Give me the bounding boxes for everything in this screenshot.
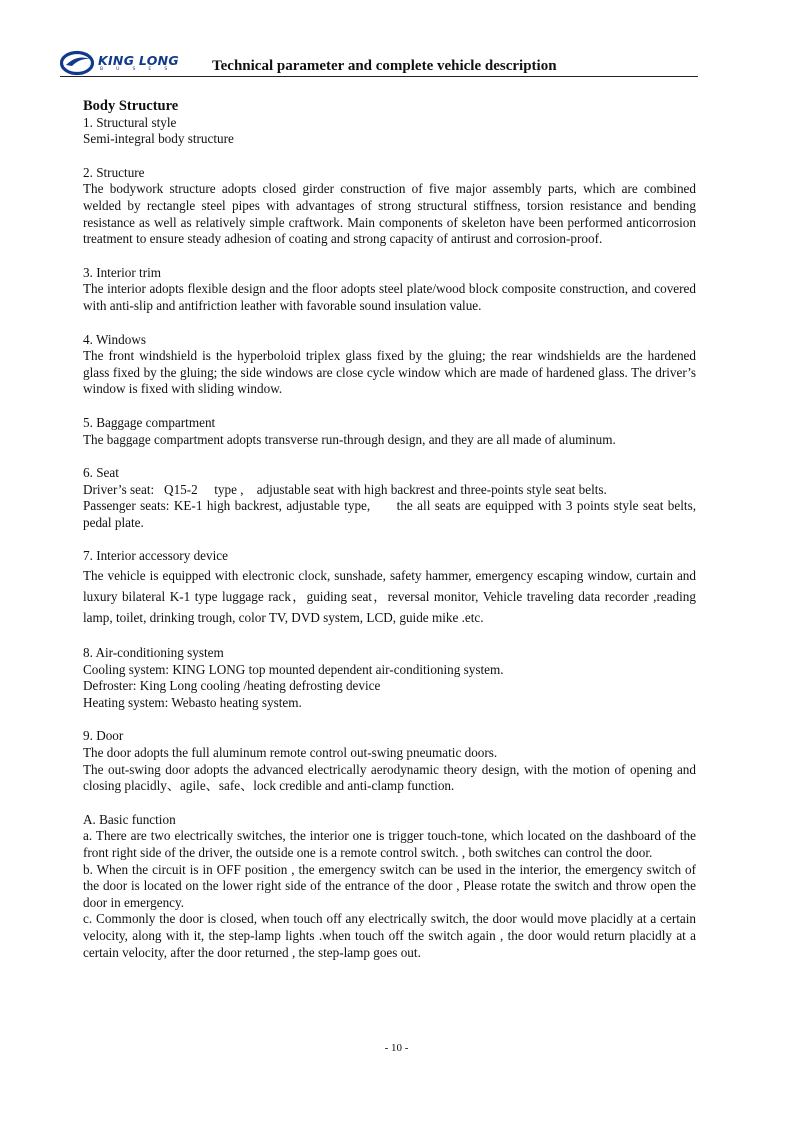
passenger-seats-text: Passenger seats: KE-1 high backrest, adjustable type, the all seats are equipped with 3 points style seat belts, pedal plate. [83,498,716,530]
cooling-system-text: Cooling system: KING LONG top mounted dependent air-conditioning system. [83,661,504,677]
section-heading: 5. Baggage compartment [83,414,216,430]
page-header [60,48,698,78]
drivers-seat-text: Driver’s seat: Q15-2 type , adjustable seat with high backrest and three-points style seat belts. [83,481,607,497]
section-air-conditioning [83,645,696,711]
section-door [83,728,696,794]
logo-text: KING LONG [98,53,179,68]
section-structure [83,165,696,248]
section-structural-style [83,115,696,148]
function-item-c: c. Commonly the door is closed, when touch off any electrically switch, the door would move placidly at a certain velocity, along with it, the step-lamp lights .when touch off the switch again , the door would return placidly at a certain velocity, after the door returned , the step-lamp goes out. [83,911,696,960]
section-heading: 2. Structure [83,164,145,180]
function-item-a: a. There are two electrically switches, the interior one is trigger touch-tone, which located on the dashboard of the front right side of the driver, the outside one is a remote control switch. , both switches can control the door. [83,828,696,860]
king-long-logo [60,50,188,76]
section-heading: 4. Windows [83,331,146,347]
section-heading: A. Basic function [83,811,176,827]
logo-subtext: BUSES [100,67,181,72]
section-text: The front windshield is the hyperboloid triplex glass fixed by the gluing; the rear windshields are the hardened glass fixed by the gluing; the side windows are close cycle window which are made of hardened glass. The driver’s window is fixed with sliding window. [83,348,696,397]
section-text: The baggage compartment adopts transverse run-through design, and they are all made of aluminum. [83,431,616,447]
section-text: Semi-integral body structure [83,131,234,147]
section-heading: 8. Air-conditioning system [83,645,224,661]
section-text: The out-swing door adopts the advanced electrically aerodynamic theory design, with the motion of opening and closing placidly、agile、safe、lock credible and anti-clamp function. [83,761,696,794]
section-windows [83,332,696,398]
section-basic-function [83,812,696,961]
header-divider [60,76,698,77]
heating-system-text: Heating system: Webasto heating system. [83,694,302,710]
section-heading: 1. Structural style [83,114,177,130]
page-title: Body Structure [83,98,179,114]
function-item-b: b. When the circuit is in OFF position , the emergency switch can be used in the interior, the emergency switch of the door is located on the lower right side of the entrance of the door , Please rotate the switch and throw open the door in emergency. [83,861,696,910]
section-heading: 7. Interior accessory device [83,548,228,564]
section-text: The door adopts the full aluminum remote control out-swing pneumatic doors. [83,745,498,761]
section-heading: 9. Door [83,728,124,744]
king-long-emblem-icon [60,50,96,76]
section-baggage-compartment [83,415,696,448]
section-seat [83,465,716,531]
header-title: Technical parameter and complete vehicle description [212,58,557,74]
document-body [83,98,716,978]
defroster-text: Defroster: King Long cooling /heating defrosting device [83,678,381,694]
section-interior-trim [83,265,696,315]
section-text: The vehicle is equipped with electronic clock, sunshade, safety hammer, emergency escaping window, curtain and luxury bilateral K-1 type luggage rack，guiding seat，reversal monitor, Vehicle traveling data recorder ,reading lamp, toilet, drinking trough, color TV, DVD system, LCD, guide mike .etc. [83,568,696,626]
section-heading: 6. Seat [83,465,119,481]
page-number: - 10 - [384,1042,409,1054]
section-interior-accessory [83,548,696,628]
section-text: The interior adopts flexible design and the floor adopts steel plate/wood block composite construction, and covered with anti-slip and antifriction leather with favorable sound insulation value. [83,281,696,313]
section-heading: 3. Interior trim [83,264,162,280]
section-text: The bodywork structure adopts closed girder construction of five major assembly parts, which are combined welded by rectangle steel pipes with advantages of strong structural stiffness, torsion resistance and bending resistance as well as relatively simple craftwork. Main components of skeleton have been performed anticorrosion treatment to ensure steady adhesion of coating and strong capacity of antirust and corrosion-proof. [83,181,696,247]
